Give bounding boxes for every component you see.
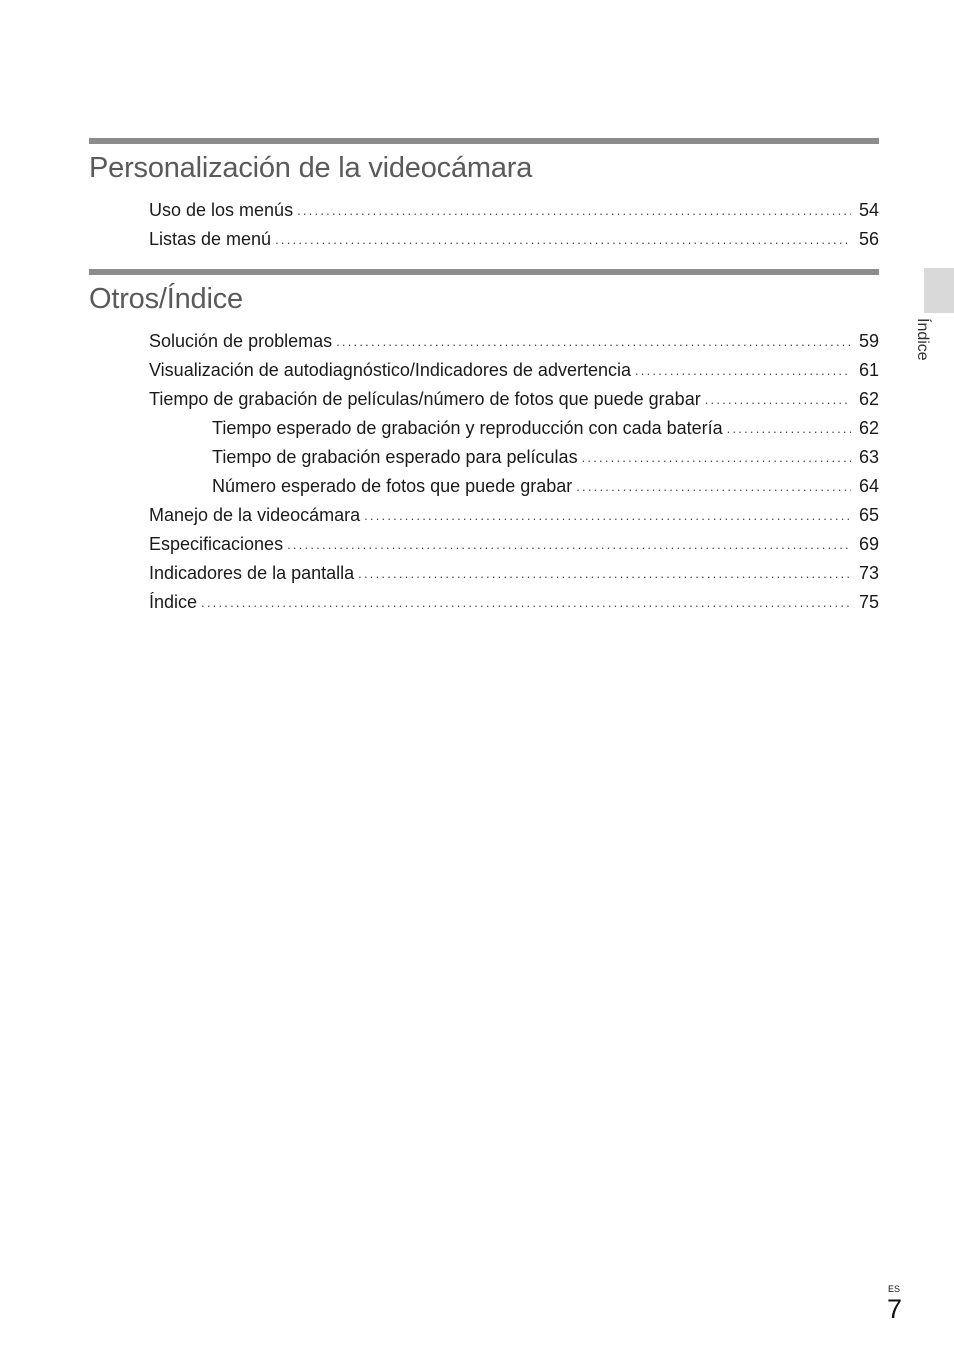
toc-dot-leader — [275, 225, 851, 254]
toc-subentry-peliculas[interactable] — [89, 443, 879, 472]
section-rule — [89, 269, 879, 275]
toc-dot-leader — [576, 472, 851, 501]
toc-dot-leader — [727, 414, 851, 443]
toc-dot-leader — [336, 327, 851, 356]
toc-list — [89, 196, 879, 254]
toc-entry-label: Solución de problemas — [149, 331, 333, 351]
toc-dot-leader — [297, 196, 851, 225]
toc-entry-tiempo-grabacion[interactable] — [89, 385, 879, 414]
toc-entry-page: 62 — [858, 418, 879, 438]
section-rule — [89, 138, 879, 144]
toc-entry-indice[interactable] — [89, 588, 879, 617]
toc-entry-label: Especificaciones — [149, 534, 284, 554]
side-index-tab[interactable] — [924, 268, 954, 313]
toc-entry-label: Número esperado de fotos que puede grabar — [212, 476, 573, 496]
page-footer — [887, 1283, 902, 1323]
toc-dot-leader — [635, 356, 851, 385]
toc-entry-label: Indicadores de la pantalla — [149, 563, 355, 583]
toc-entry-solucion-problemas[interactable] — [89, 327, 879, 356]
language-code: ES — [887, 1284, 900, 1294]
toc-entry-label: Tiempo de grabación esperado para películas — [212, 447, 578, 467]
toc-entry-label: Listas de menú — [149, 229, 272, 249]
toc-entry-page: 69 — [858, 534, 879, 554]
section-otros-indice — [89, 269, 879, 617]
toc-dot-leader — [705, 385, 851, 414]
toc-entry-page: 54 — [858, 200, 879, 220]
toc-dot-leader — [364, 501, 851, 530]
toc-entry-especificaciones[interactable] — [89, 530, 879, 559]
toc-dot-leader — [201, 588, 851, 617]
toc-entry-page: 56 — [858, 229, 879, 249]
toc-subentry-bateria[interactable] — [89, 414, 879, 443]
toc-entry-label: Tiempo de grabación de películas/número de fotos que puede grabar — [149, 389, 701, 409]
toc-entry-page: 61 — [858, 360, 879, 380]
toc-entry-page: 63 — [858, 447, 879, 467]
page-number: 7 — [886, 1294, 902, 1324]
toc-list — [89, 327, 879, 617]
toc-dot-leader — [358, 559, 851, 588]
toc-entry-autodiagnostico[interactable] — [89, 356, 879, 385]
section-title: Otros/Índice — [89, 283, 243, 315]
side-index-label: Índice — [914, 318, 931, 361]
toc-entry-page: 75 — [858, 592, 879, 612]
toc-entry-label: Uso de los menús — [149, 200, 294, 220]
toc-dot-leader — [582, 443, 851, 472]
section-title: Personalización de la videocámara — [89, 152, 533, 184]
toc-entry-label: Visualización de autodiagnóstico/Indicadores de advertencia — [149, 360, 631, 380]
toc-entry-page: 73 — [858, 563, 879, 583]
toc-entry-manejo[interactable] — [89, 501, 879, 530]
toc-entry-label: Manejo de la videocámara — [149, 505, 361, 525]
toc-entry-page: 62 — [858, 389, 879, 409]
toc-subentry-fotos[interactable] — [89, 472, 879, 501]
toc-entry-page: 65 — [858, 505, 879, 525]
toc-entry-label: Índice — [149, 592, 198, 612]
toc-entry-indicadores-pantalla[interactable] — [89, 559, 879, 588]
toc-entry-uso-menus[interactable] — [89, 196, 879, 225]
toc-entry-page: 64 — [858, 476, 879, 496]
toc-entry-listas-menu[interactable] — [89, 225, 879, 254]
toc-entry-page: 59 — [858, 331, 879, 351]
section-personalizacion — [89, 138, 879, 254]
toc-entry-label: Tiempo esperado de grabación y reproducción con cada batería — [212, 418, 723, 438]
toc-dot-leader — [287, 530, 851, 559]
